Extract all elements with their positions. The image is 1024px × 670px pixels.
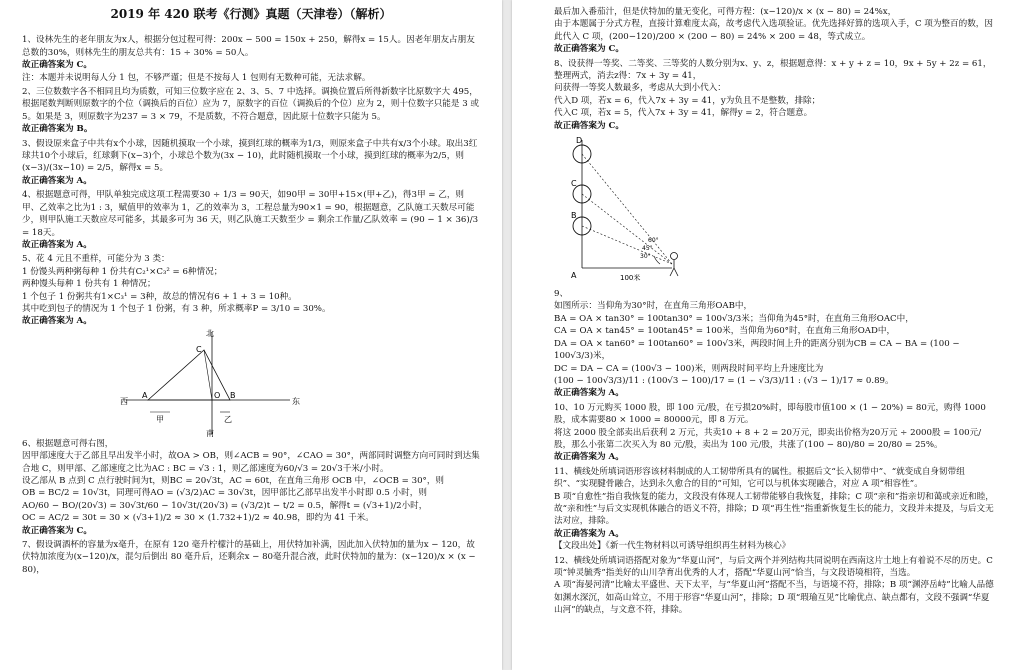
q6-line: OC = AC/2 = 30t = 30 × (√3+1)/2 ≈ 30 × (1.732+1)/2 ≈ 40.98，即约为 41 千米。: [22, 513, 374, 524]
q10-line: 将这 2000 股全部卖出后获利 2 万元，共卖10 + 8 + 2 = 20万元，即卖出价格为20万元 ÷ 2000股 = 100元/股，那么小张第二次买入为 80 元/股，卖出为 100 元/股，共涨了(100 − 80)/80 = 20/80 = 25%。: [554, 427, 982, 450]
q9-line: DA = OA × tan60° = 100tan60° = 100√3米，两段时间上升的距离分别为CB = CA − BA = (100 − 100√3/3)米，: [554, 338, 960, 362]
q2-answer: 故正确答案为 B。: [22, 124, 93, 135]
label-west: 西: [120, 396, 128, 406]
q7-cont: 最后加入番茄汁，但是伏特加的量无变化，可得方程：(x−120)/x × (x − 80) = 24%x，: [554, 7, 897, 17]
right-page: [512, 0, 1024, 670]
label-distance: 100米: [620, 274, 641, 283]
q12-line: A 项“海晏河清”比喻太平盛世、天下太平，与“华夏山河”搭配不当，与语境不符，排除；B 项“渊渟岳峙”比喻人品德如渊水深沉，如高山耸立，不用于形容“华夏山河”，排除；D 项“瑕瑜互见”比喻优点、缺点都有，文段不强调“华夏山河”的缺点，与文意不符，排除。: [554, 580, 994, 616]
compass-triangle-figure: [120, 328, 300, 438]
q2-text: 2、三位数数字各不相同且均为质数，可知三位数字应在 2、3、5、7 中选择。调换位置后所得新数字比原数字大 495，根据尾数判断则原数字的个位（调换后的百位）应为 7，原数字的百位（调换后的个位）应为 2，则十位数字只能是 3 或 5。如果是 3，则原数字为237 = 3 × 79，不是质数，不符合题意，因此原十位数字只能为 5。: [22, 87, 480, 122]
label-A: A: [142, 390, 148, 400]
q9-line: DC = DA − CA = (100√3 − 100)米，则两段时间平均上升速度比为: [554, 363, 824, 374]
label-jia: 甲: [156, 414, 164, 424]
q10-text: 10、10 万元购买 1000 股，即 100 元/股，在亏损20%时，即每股市值100 × (1 − 20%) = 80元，购得 1000 股，成本需要80 × 1000 = 80000元，即 8 万元。: [554, 402, 986, 426]
q9-line: 如图所示：当仰角为30°时，在直角三角形OAB中，: [554, 301, 753, 312]
q8-line: 代入D 项，若x = 6，代入7x + 3y = 41，y为负且不是整数，排除；: [554, 95, 821, 106]
label-C: C: [196, 344, 202, 354]
q9-number: 9、: [554, 289, 569, 300]
q4-text: 4、根据题意可得，甲队单独完成这项工程需要30 ÷ 1/3 = 90天，如90甲 = 30甲+15×(甲+乙)，得3甲 = 乙，则甲、乙效率之比为1 : 3，赋值甲的效率为 1，乙的效率为 3，工程总量为90×1 = 90，根据题意，乙队施工天数尽可能少，则甲队施工天数应尽可能多，其最多可为 36 天，则乙队施工天数至少 = 剩余工作量/乙队效率 = (90 − 1 × 36)/3 = 18天。: [22, 190, 479, 238]
label-A: A: [571, 271, 577, 281]
q11-line: B 项“自愈性”指自我恢复的能力，文段没有体现人工韧带能够自我恢复，排除；C 项“亲和”指亲切和蔼或亲近和睦，故“亲和性”与后文实现机体融合的语义不符，排除；D 项“再生性”指重新恢复生长的能力，文段并未提及，与后文无法对应，排除。: [554, 491, 994, 527]
q9-line: BA = OA × tan30° = 100tan30° = 100√3/3米；当仰角为45°时，在直角三角形OAC中，: [554, 313, 914, 324]
q5-line: 1 份馒头两种粥每种 1 份共有C₂¹×C₃² = 6种情况；: [22, 266, 223, 277]
label-north: 北: [206, 328, 214, 338]
q10-answer: 故正确答案为 A。: [554, 452, 624, 463]
q7-cont: 由于本题属于分式方程，直接计算难度太高，故考虑代入选项验证。优先选择好算的选项入手，C 项为整百的数，因此代入 C 项，(200−120)/200 × (200 − 80) = 24% × 200 = 48，等式成立。: [554, 19, 993, 42]
q1-answer: 故正确答案为 C。: [22, 60, 92, 71]
label-30deg: 30°: [640, 253, 651, 261]
q9-answer: 故正确答案为 A。: [554, 388, 624, 399]
label-south: 南: [206, 428, 214, 438]
q8-text: 8、设获得一等奖、二等奖、三等奖的人数分别为x、y、z，根据题意得：x + y + z = 10，9x + 5y + 2z = 61，整理两式，消去z得：7x + 3y = 41，: [554, 58, 992, 82]
label-O: O: [214, 390, 221, 400]
label-60deg: 60°: [648, 237, 659, 245]
q8-line: 代入C 项，若x = 5，代入7x + 3y = 41，解得y = 2，符合题意。: [554, 108, 813, 119]
q7-answer: 故正确答案为 C。: [554, 44, 624, 55]
q9-line: (100 − 100√3/3)/11 : (100√3 − 100)/17 = (1 − √3/3)/11 : (√3 − 1)/17 ≈ 0.89。: [554, 375, 894, 386]
left-page: [0, 0, 502, 670]
label-east: 东: [292, 396, 300, 406]
q6-line: 设乙部从 B 点到 C 点行驶时间为t，则BC = 20√3t，AC = 60t，在直角三角形 OCB 中，∠OCB = 30°，则: [22, 475, 445, 486]
q8-line: 问获得一等奖人数最多，考虑从大到小代入：: [554, 83, 726, 94]
q5-text: 5、花 4 元且不重样，可能分为 3 类：: [22, 254, 170, 265]
q5-answer: 故正确答案为 A。: [22, 316, 92, 327]
q7-text: 7、假设调酒杯的容量为x毫升，在原有 120 毫升柠檬汁的基础上，用伏特加补满，因此加入伏特加的量为x − 120，故伏特加浓度为(x−120)/x，混匀后倒出 80 毫升后，还剩余x − 80毫升混合液，此时伏特加的量为：(x−120)/x × (x − 80)，: [22, 540, 476, 575]
q6-line: AO/60 − BO/(20√3) = 30√3t/60 − 10√3t/(20√3) = (√3/2)t − t/2 = 0.5，解得t = (√3+1)/2小时，: [22, 500, 428, 511]
q3-text: 3、假设原来盒子中共有x个小球，因随机摸取一个小球，摸到红球的概率为1/3，则原来盒子中共有x/3个小球。取出3红球共10个小球后，红球剩下(x−3)个，小球总个数为(3x − 10)，此时随机摸取一个小球，摸到红球的概率为2/5，则(x−3)/(3x−10) = 2/5，解得x = 5。: [22, 138, 478, 174]
q6-line: 因甲部速度大于乙部且早出发半小时，故OA > OB，则∠ACB = 90°，∠CAO = 30°，两部同时调整方向可同时到达集合地 C，则甲部、乙部速度之比为AC : BC = √3 : 1，则乙部速度为60/√3 = 20√3千米/小时。: [22, 451, 480, 474]
label-B: B: [230, 390, 236, 400]
label-45deg: 45°: [642, 245, 653, 253]
label-B: B: [571, 211, 577, 221]
q4-answer: 故正确答案为 A。: [22, 239, 92, 250]
q8-answer: 故正确答案为 C。: [554, 120, 624, 131]
label-C: C: [571, 179, 577, 189]
q3-answer: 故正确答案为 A。: [22, 175, 92, 186]
q5-line: 两种馒头每种 1 份共有 1 种情况；: [22, 279, 156, 290]
q11-answer: 故正确答案为 A。: [554, 528, 624, 539]
balloon-angle-figure: [568, 136, 708, 286]
q1-text: 1、设林先生的老年朋友为x人，根据分包过程可得：200x − 500 = 150x + 250，解得x = 15人。因老年朋友占朋友总数的30%，则林先生的朋友总共有：15 ÷ 30% = 50人。: [22, 35, 475, 58]
q1-note: 注：本题并未说明每人分 1 包，不够严谨；但是不按每人 1 包则有无数种可能，无法求解。: [22, 72, 371, 83]
document-title: 2019 年 420 联考《行测》真题（天津卷）（解析）: [110, 7, 392, 21]
q6-text: 6、根据题意可得右图，: [22, 438, 114, 449]
q6-answer: 故正确答案为 C。: [22, 525, 92, 536]
q11-text: 11、横线处所填词语形容该材料制成的人工韧带所具有的属性。根据后文“长入韧带中”、“就变成自身韧带组织”、“实现腱骨融合，达到永久愈合的目的”可知，它可以与机体实现融合，对应 A 项“相容性”。: [554, 466, 965, 490]
source-note: 【文段出处】《新一代生物材料以可诱导组织再生材料为核心》: [554, 541, 791, 552]
q12-text: 12、横线处所填词语搭配对象为“华夏山河”，与后文两个并列结构共同说明在西南这片土地上有着说不尽的历史。C 项“钟灵毓秀”指美好的山川孕育出优秀的人才，搭配“华夏山河”恰当，与文段语境相符，当选。: [554, 555, 993, 578]
q6-line: OB = BC/2 = 10√3t，同理可得AO = (√3/2)AC = 30√3t，因甲部比乙部早出发半小时即 0.5 小时，则: [22, 488, 427, 499]
q5-line: 1 个包子 1 份粥共有1×C₃¹ = 3种，故总的情况有6 + 1 + 3 = 10种。: [22, 291, 297, 302]
q9-line: CA = OA × tan45° = 100tan45° = 100米，当仰角为60°时，在直角三角形OAD中，: [554, 326, 896, 337]
label-yi: 乙: [224, 414, 232, 424]
label-D: D: [576, 136, 583, 146]
q5-line: 其中吃到包子的情况为 1 个包子 1 份粥，有 3 种，所求概率P = 3/10 = 30%。: [22, 303, 331, 314]
